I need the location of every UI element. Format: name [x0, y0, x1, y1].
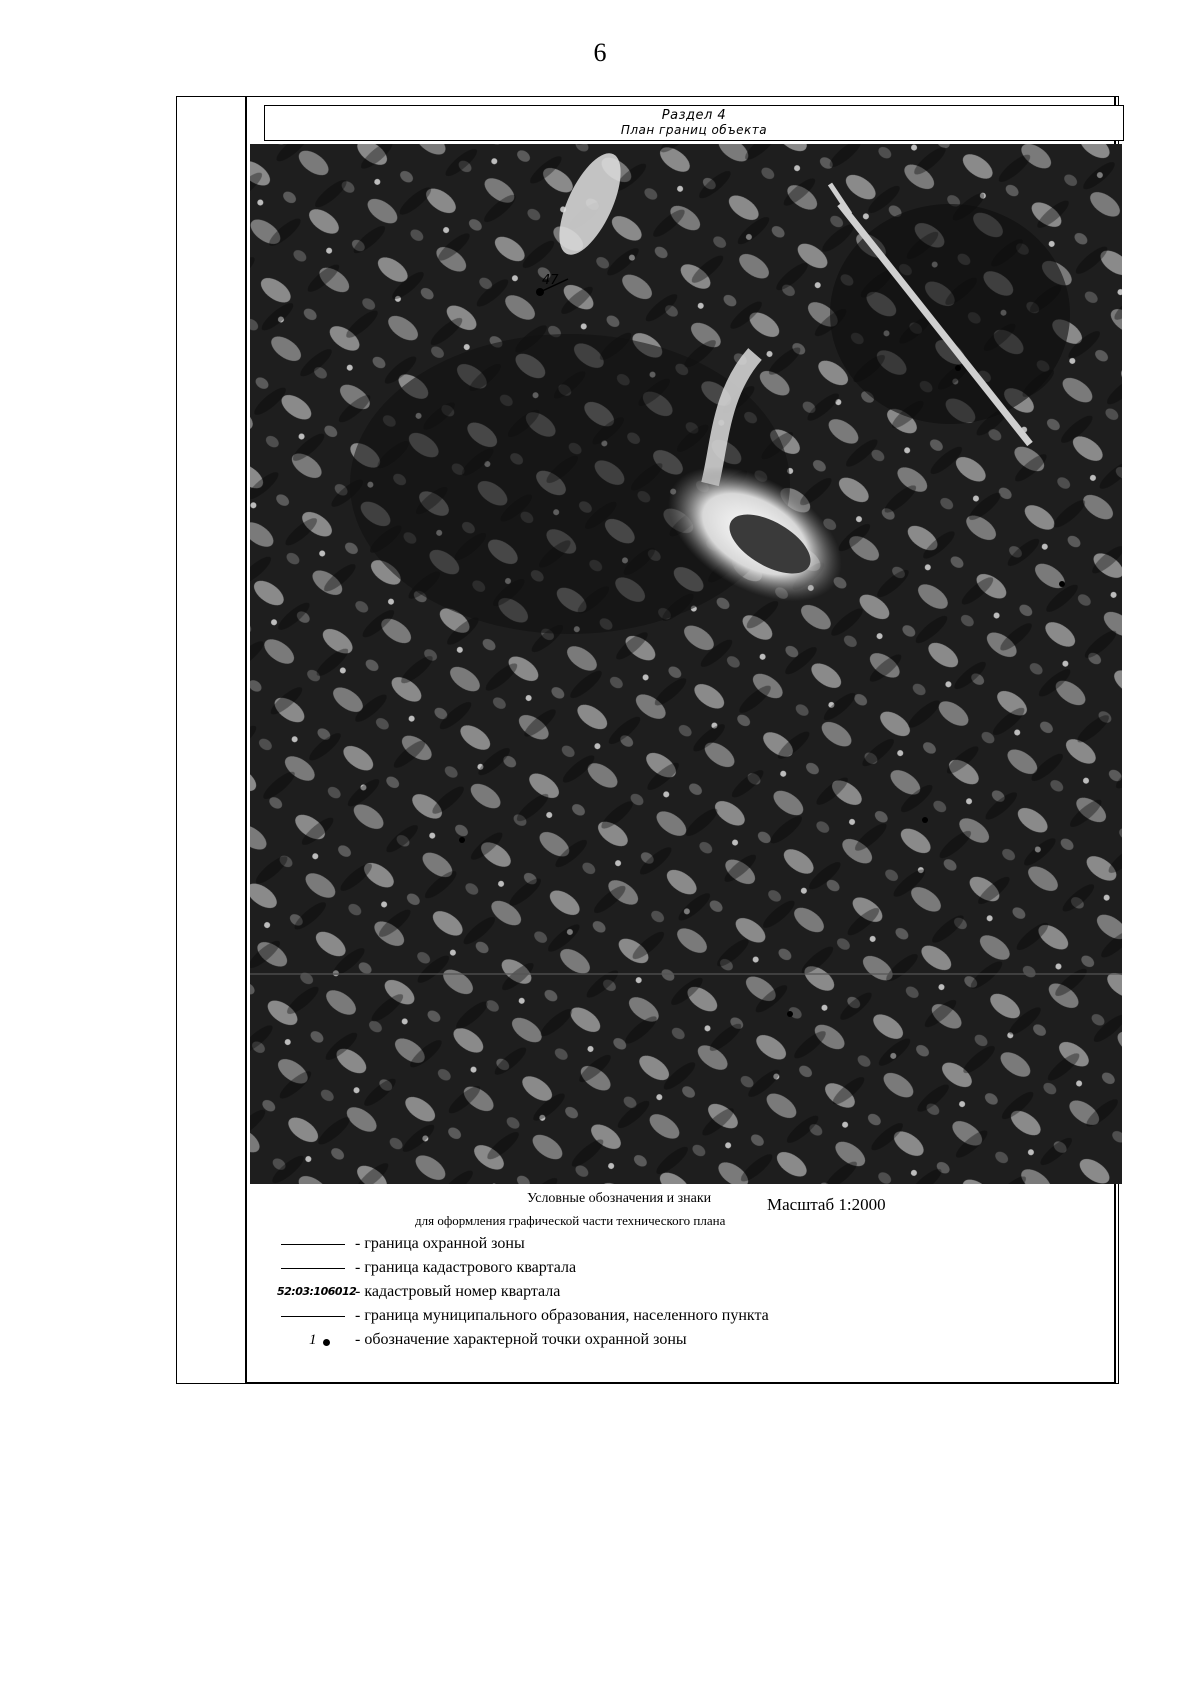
legend-item-text: - граница охранной зоны: [355, 1235, 525, 1252]
legend-item-municipal-boundary: [247, 1307, 1114, 1329]
aerial-map-image: [250, 144, 1122, 1184]
legend: [247, 1185, 1114, 1381]
legend-item-cadastral-number: [247, 1283, 1114, 1305]
legend-item-protection-zone: [247, 1235, 1114, 1257]
legend-item-characteristic-point: [247, 1331, 1114, 1353]
legend-item-text: - кадастровый номер квартала: [355, 1283, 561, 1300]
cadastral-code-sample: 52:03:106012: [277, 1285, 357, 1298]
point-number-sample: 1: [309, 1332, 317, 1348]
section-subtitle: План границ объекта: [620, 123, 768, 137]
solid-line-symbol: [277, 1307, 347, 1329]
map-point-label: 47: [542, 273, 559, 288]
point-symbol: [277, 1331, 347, 1353]
section-header: [264, 105, 1124, 141]
solid-line-symbol: [277, 1235, 347, 1257]
section-title: Раздел 4: [661, 108, 727, 123]
legend-item-cadastral-boundary: [247, 1259, 1114, 1281]
solid-line-symbol: [277, 1259, 347, 1281]
legend-title: Условные обозначения и знаки: [527, 1191, 712, 1206]
point-dot-icon: [323, 1339, 330, 1346]
cadastral-code-symbol: [277, 1283, 357, 1305]
legend-subtitle: для оформления графической части технического плана: [415, 1213, 726, 1228]
legend-item-text: - граница кадастрового квартала: [355, 1259, 577, 1276]
legend-item-text: - граница муниципального образования, населенного пункта: [355, 1307, 769, 1324]
page-number: 6: [593, 38, 607, 67]
legend-scale: Масштаб 1:2000: [767, 1195, 886, 1214]
legend-item-text: - обозначение характерной точки охранной зоны: [355, 1331, 687, 1348]
